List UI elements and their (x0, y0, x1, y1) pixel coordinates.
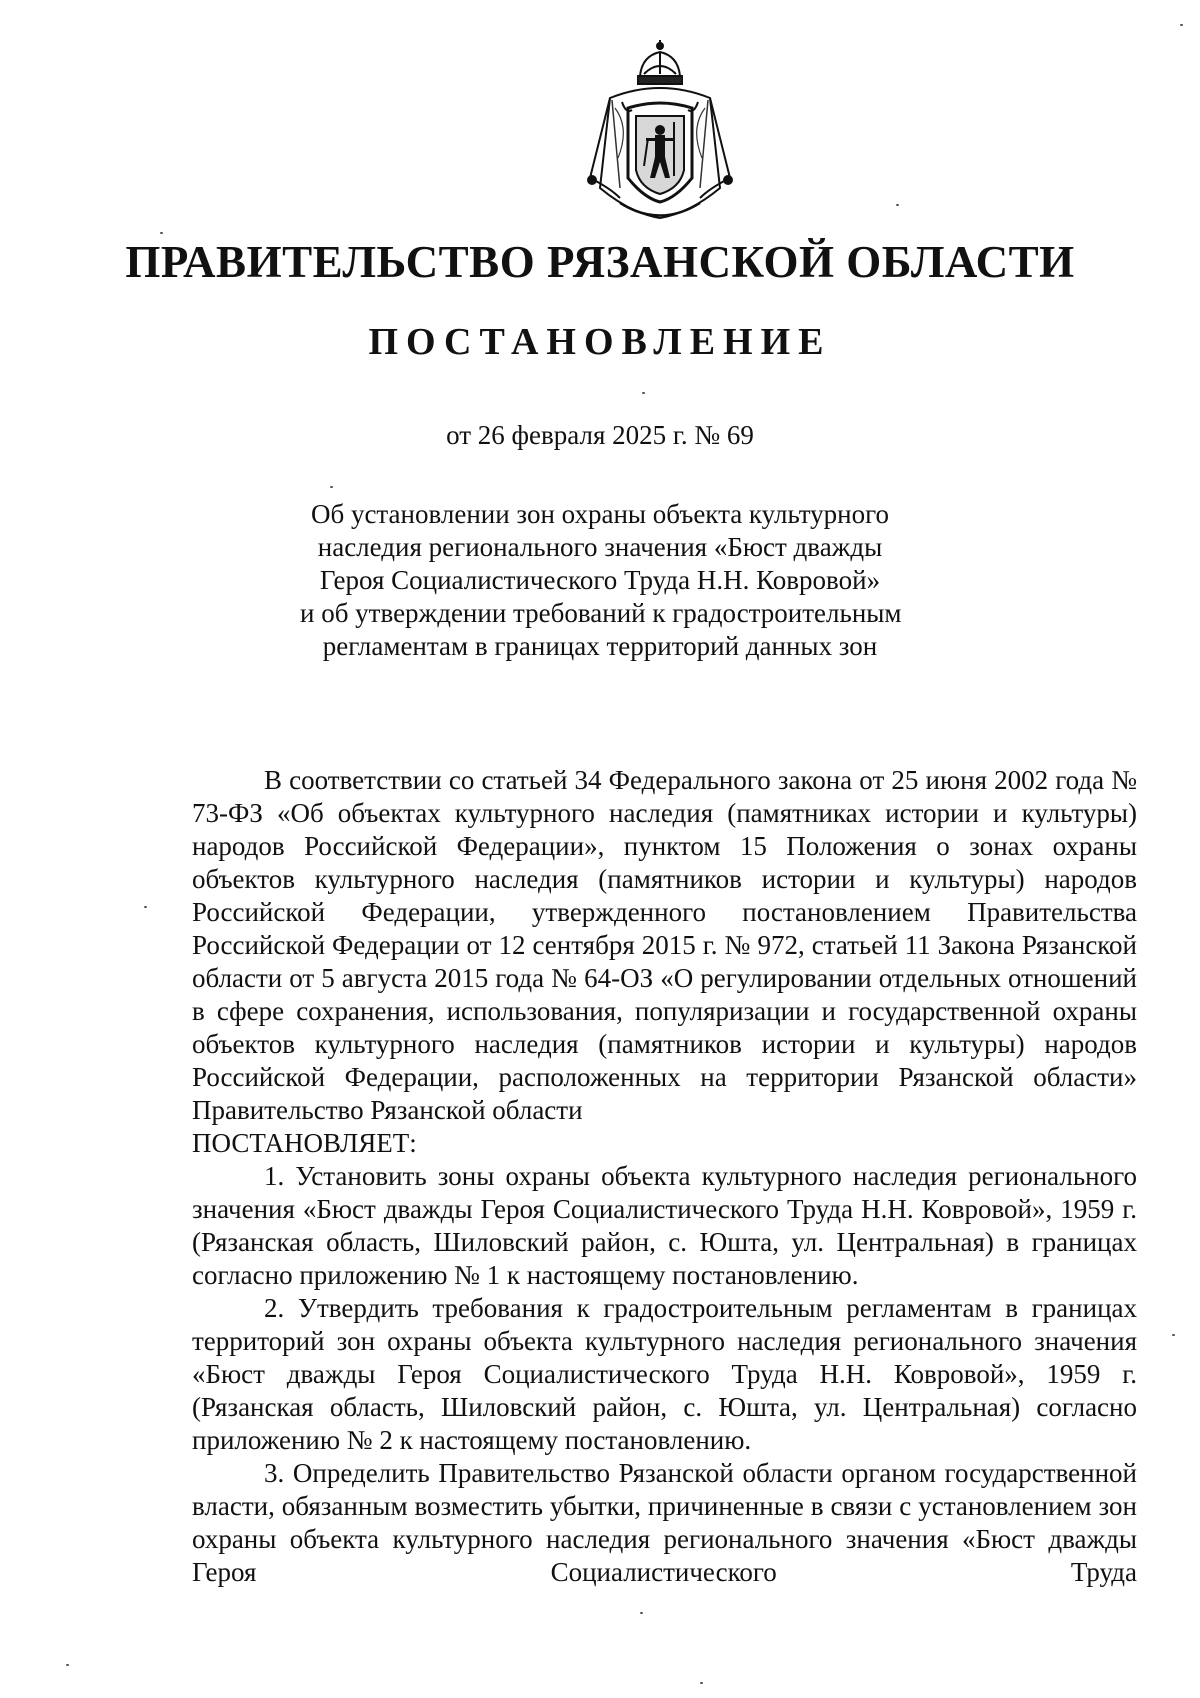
scan-speck (700, 1682, 703, 1684)
ryazan-coat-of-arms-icon (570, 38, 750, 228)
decree-word: ПОСТАНОВЛЯЕТ: (192, 1128, 417, 1158)
scan-speck (160, 232, 163, 234)
decree-item: 2. Утвердить требования к градостроительным регламентам в границах территорий зон охраны объекта культурного наследия регионального значения «Бюст дважды Героя Социалистического Труда Н.Н. Ковровой», 1959 г. (Рязанская область, Шиловский район, с. Юшта, ул. Центральная) согласно приложению № 2 к настоящему постановлению. (192, 1293, 1137, 1455)
scan-speck (640, 1612, 643, 1614)
subject-line: Об установлении зон охраны объекта культурного (310, 499, 890, 529)
scan-speck (66, 1664, 69, 1666)
decree-item: 1. Установить зоны охраны объекта культурного наследия регионального значения «Бюст дважды Героя Социалистического Труда Н.Н. Ковровой», 1959 г. (Рязанская область, Шиловский район, с. Юшта, ул. Центральная) в границах согласно приложению № 1 к настоящему постановлению. (192, 1161, 1137, 1290)
scan-speck (896, 204, 899, 206)
decree-item: 3. Определить Правительство Рязанской области органом государственной власти, обязанным возместить убытки, причиненные в связи с установлением зон охраны объекта культурного наследия регионального значения «Бюст дважды Героя Социалистического Труда (192, 1458, 1137, 1587)
scan-speck (1180, 24, 1183, 26)
scan-speck (642, 392, 645, 394)
document-date-number: от 26 февраля 2025 г. № 69 (446, 420, 754, 450)
scan-speck (330, 486, 333, 488)
document-type-heading: ПОСТАНОВЛЕНИЕ (368, 321, 832, 363)
subject-line: наследия регионального значения «Бюст дважды (317, 532, 883, 562)
preamble-paragraph: В соответствии со статьей 34 Федерального закона от 25 июня 2002 года № 73-ФЗ «Об объектах культурного наследия (памятниках истории и культуры) народов Российской Федерации», пунктом 15 Положения о зонах охраны объектов культурного наследия (памятников истории и культуры) народов Российской Федерации, утвержденного постановлением Правительства Российской Федерации от 12 сентября 2015 г. № 972, статьей 11 Закона Рязанской области от 5 августа 2015 года № 64-ОЗ «О регулировании отдельных отношений в сфере сохранения, использования, популяризации и государственной охраны объектов культурного наследия (памятников истории и культуры) народов Российской Федерации, расположенных на территории Рязанской области» Правительство Рязанской области (192, 765, 1137, 1125)
subject-line: Героя Социалистического Труда Н.Н. Ковровой» (319, 565, 881, 595)
scan-speck (144, 906, 147, 908)
organization-title: ПРАВИТЕЛЬСТВО РЯЗАНСКОЙ ОБЛАСТИ (125, 237, 1075, 287)
subject-line: и об утверждении требований к градостроительным (300, 598, 902, 628)
subject-line: регламентам в границах территорий данных зон (322, 631, 878, 661)
document-subject (300, 498, 900, 663)
scan-speck (1172, 1334, 1175, 1336)
document-body (192, 764, 1137, 1589)
